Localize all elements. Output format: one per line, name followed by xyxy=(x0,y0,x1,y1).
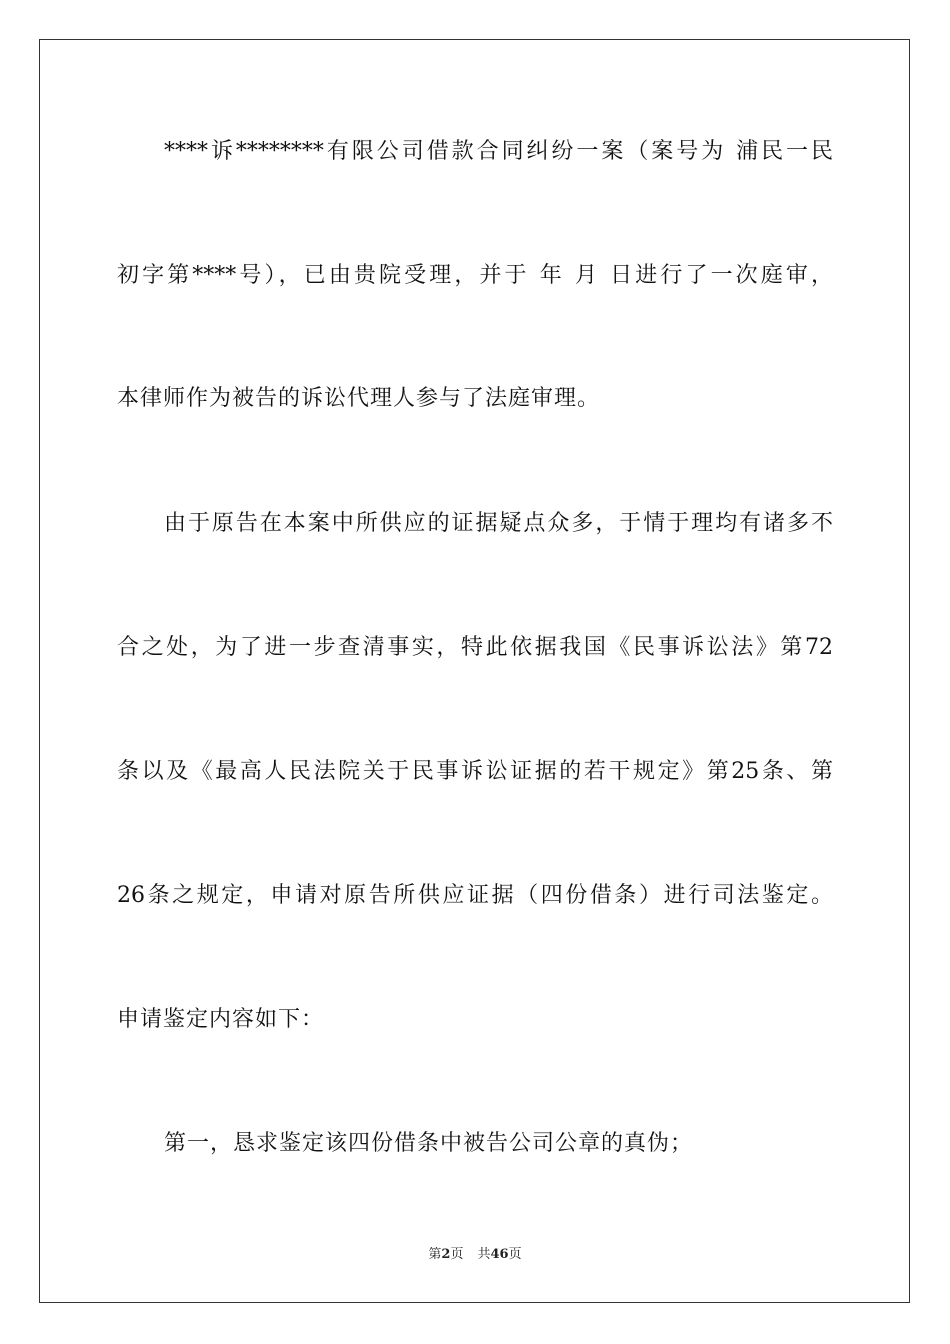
page-border xyxy=(39,39,910,1303)
footer-page-prefix: 第 xyxy=(428,1247,442,1262)
footer-total-suffix: 页 xyxy=(508,1247,522,1262)
footer-total-prefix: 共 xyxy=(477,1247,491,1262)
footer-page-number: 2 xyxy=(441,1247,451,1262)
body-line-4: 由于原告在本案中所供应的证据疑点众多，于情于理均有诸多不 xyxy=(164,511,833,536)
body-line-5: 合之处，为了进一步查清事实，特此依据我国《民事诉讼法》第72 xyxy=(117,635,833,660)
page-footer xyxy=(0,1246,950,1264)
body-line-3: 本律师作为被告的诉讼代理人参与了法庭审理。 xyxy=(117,386,601,411)
body-line-8: 申请鉴定内容如下： xyxy=(117,1007,325,1032)
body-line-9: 第一，恳求鉴定该四份借条中被告公司公章的真伪； xyxy=(164,1131,694,1156)
footer-total-pages: 46 xyxy=(490,1247,509,1262)
body-line-2: 初字第****号），已由贵院受理，并于 年 月 日进行了一次庭审， xyxy=(117,263,833,288)
body-line-6: 条以及《最高人民法院关于民事诉讼证据的若干规定》第25条、第 xyxy=(117,759,833,784)
body-line-7: 26条之规定，申请对原告所供应证据（四份借条）进行司法鉴定。 xyxy=(117,883,833,908)
body-line-1: ****诉********有限公司借款合同纠纷一案（案号为 浦民一民 xyxy=(164,139,833,164)
footer-page-suffix: 页 xyxy=(450,1247,464,1262)
